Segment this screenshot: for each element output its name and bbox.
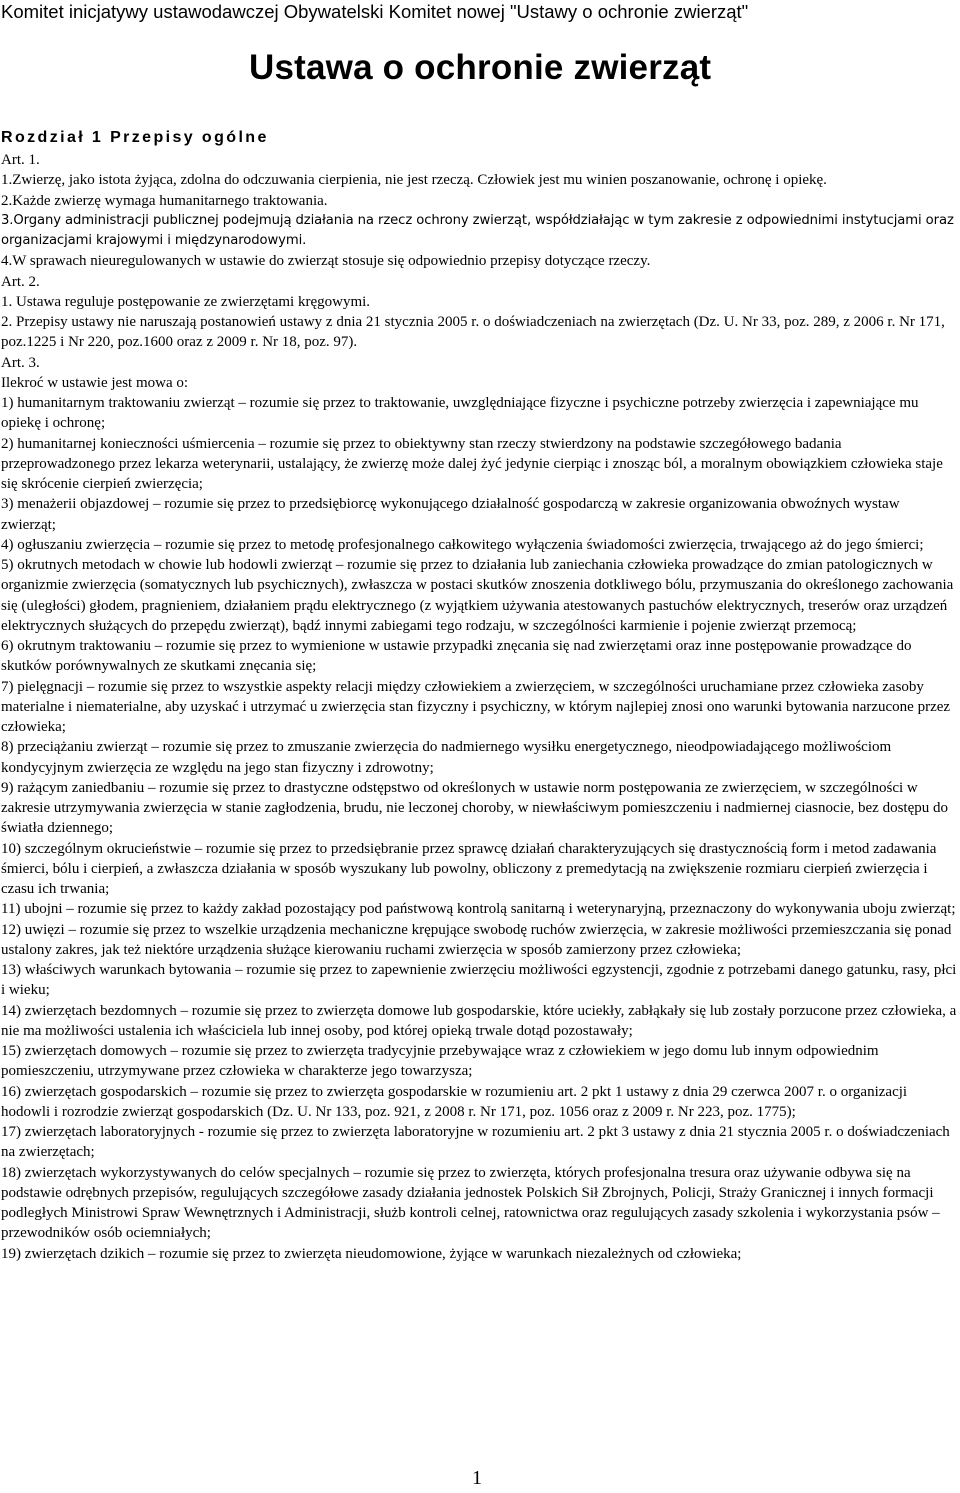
definition-item: 18) zwierzętach wykorzystywanych do celów specjalnych – rozumie się przez to zwierzęta, których profesjonalna tresura oraz używanie odbywa się na podstawie odrębnych przepisów, regulujących szczegółowe zasady działania jednostek Polskich Sił Zbrojnych, Policji, Straży Granicznej i innych formacji podległych Ministrowi Spraw Wewnętrznych i Administracji, służb kontroli celnej, ratownictwa oraz regulujących zasady szkolenia i wykorzystania psów – przewodników osób ociemniałych; xyxy=(1,1164,940,1242)
definition-item: 14) zwierzętach bezdomnych – rozumie się przez to zwierzęta domowe lub gospodarskie, które uciekły, zabłąkały się lub zostały porzucone przez człowieka, a nie ma możliwości ustalenia ich właściciela lub innej osoby, pod której opieką trwale dotąd pozostawały; xyxy=(1,1002,957,1039)
definition-item: 4) ogłuszaniu zwierzęcia – rozumie się przez to metodę profesjonalnego całkowitego wyłączenia świadomości zwierzęcia, trwającego aż do jego śmierci; xyxy=(1,536,924,553)
definition-item: 16) zwierzętach gospodarskich – rozumie się przez to zwierzęta gospodarskie w rozumieniu art. 2 pkt 1 ustawy z dnia 29 czerwca 2007 r. o organizacji hodowli i rozrodzie zwierząt gospodarskich (Dz. U. Nr 133, poz. 921, z 2008 r. Nr 171, poz. 1056 oraz z 2009 r. Nr 223, poz. 1775); xyxy=(1,1083,908,1120)
chapter-heading: Rozdział 1 Przepisy ogólne xyxy=(1,129,269,146)
document-title: Ustawa o ochronie zwierząt xyxy=(249,48,712,87)
document-body xyxy=(1,150,957,1264)
definition-item: 7) pielęgnacji – rozumie się przez to wszystkie aspekty relacji między człowiekiem a zwierzęciem, w szczególności uruchamiane przez człowieka zasoby materialne i niematerialne, aby uzyskać i utrzymać u zwierzęcia stan fizyczny i psychiczny, w którym najlepiej znosi ono warunki bytowania narzucone przez człowieka; xyxy=(1,678,951,735)
paragraph: 1.Zwierzę, jako istota żyjąca, zdolna do odczuwania cierpienia, nie jest rzeczą. Człowiek jest mu winien poszanowanie, ochronę i opiekę. xyxy=(1,172,827,189)
definition-item: 2) humanitarnej konieczności uśmiercenia – rozumie się przez to obiektywny stan rzeczy stwierdzony na podstawie szczegółowego badania przeprowadzonego przez lekarza weterynarii, ustalający, że zwierzę może dalej żyć jedynie cierpiąc i znosząc ból, a moralnym obowiązkiem człowieka staje się skrócenie cierpień zwierzęcia; xyxy=(1,435,943,492)
article-heading: Art. 3. xyxy=(1,354,40,371)
definition-item: 9) rażącym zaniedbaniu – rozumie się przez to drastyczne odstępstwo od określonych w ustawie norm postępowania ze zwierzęciem, w szczególności w zakresie utrzymywania zwierzęcia w stanie zagłodzenia, brudu, nie leczonej choroby, w niewłaściwym pomieszczeniu i nadmiernej ciasnocie, bez dostępu do światła dziennego; xyxy=(1,779,948,837)
article-heading: Art. 2. xyxy=(1,273,40,290)
definitions-intro: Ilekroć w ustawie jest mowa o: xyxy=(1,374,189,391)
definition-item: 15) zwierzętach domowych – rozumie się przez to zwierzęta tradycyjnie przebywające wraz z człowiekiem w jego domu lub innym odpowiednim pomieszczeniu, utrzymywane przez człowieka w charakterze jego towarzysza; xyxy=(1,1043,879,1080)
definition-item: 12) uwięzi – rozumie się przez to wszelkie urządzenia mechaniczne krępujące swobodę ruchów zwierzęcia, w zakresie możliwości przemieszczania się ponad ustalony zakres, jak też niektóre urządzenia służące kierowaniu ruchami zwierzęcia w sposób zamierzony przez człowieka; xyxy=(1,921,952,958)
definition-item: 8) przeciążaniu zwierząt – rozumie się przez to zmuszanie zwierzęcia do nadmiernego wysiłku energetycznego, nieodpowiadającego możliwościom kondycyjnym zwierzęcia ze względu na jego stan fizyczny i zdrowotny; xyxy=(1,739,892,776)
paragraph: 4.W sprawach nieuregulowanych w ustawie do zwierząt stosuje się odpowiednio przepisy dotyczące rzeczy. xyxy=(1,253,651,270)
paragraph: 2.Każde zwierzę wymaga humanitarnego traktowania. xyxy=(1,192,328,209)
page-number: 1 xyxy=(472,1467,482,1489)
definition-item: 13) właściwych warunkach bytowania – rozumie się przez to zapewnienie zwierzęciu możliwości egzystencji, zgodnie z potrzebami danego gatunku, rasy, płci i wieku; xyxy=(1,962,957,999)
paragraph: 3.Organy administracji publicznej podejmują działania na rzecz ochrony zwierząt, współdziałając w tym zakresie z odpowiednimi instytucjami oraz organizacjami krajowymi i międzynarodowymi. xyxy=(1,212,954,248)
definition-item: 1) humanitarnym traktowaniu zwierząt – rozumie się przez to traktowanie, uwzględniające fizyczne i psychiczne potrzeby zwierzęcia i zapewniające mu opiekę i ochronę; xyxy=(1,395,919,432)
paragraph: 1. Ustawa reguluje postępowanie ze zwierzętami kręgowymi. xyxy=(1,293,371,310)
definition-item: 17) zwierzętach laboratoryjnych - rozumie się przez to zwierzęta laboratoryjne w rozumieniu art. 2 pkt 3 ustawy z dnia 21 stycznia 2005 r. o doświadczeniach na zwierzętach; xyxy=(1,1124,950,1161)
paragraph: 2. Przepisy ustawy nie naruszają postanowień ustawy z dnia 21 stycznia 2005 r. o doświadczeniach na zwierzętach (Dz. U. Nr 33, poz. 289, z 2006 r. Nr 171, poz.1225 i Nr 220, poz.1600 oraz z 2009 r. Nr 18, poz. 97). xyxy=(1,314,945,351)
definition-item: 5) okrutnych metodach w chowie lub hodowli zwierząt – rozumie się przez to działania lub zaniechania człowieka prowadzące do zmian patologicznych w organizmie zwierzęcia (somatycznych lub psychicznych), zwłaszcza w postaci skutków znoszenia dotkliwego bólu, przymuszania do określonego zachowania się (uległości) głodem, pragnieniem, działaniem prądu elektrycznego (z wyjątkiem używania atestowanych pastuchów elektrycznych, treserów oraz urządzeń elektrycznych służących do przepędu zwierząt), bądź innymi zabiegami tego rodzaju, w szczególności karmienie i pojenie zwierząt przemocą; xyxy=(1,557,954,634)
article-heading: Art. 1. xyxy=(1,152,40,168)
definition-item: 19) zwierzętach dzikich – rozumie się przez to zwierzęta nieudomowione, żyjące w warunkach niezależnych od człowieka; xyxy=(1,1245,742,1262)
definition-item: 6) okrutnym traktowaniu – rozumie się przez to wymienione w ustawie przypadki znęcania się nad zwierzętami oraz inne postępowanie prowadzące do skutków porównywalnych ze skutkami znęcania się; xyxy=(1,638,912,675)
definition-item: 10) szczególnym okrucieństwie – rozumie się przez to przedsiębranie przez sprawcę działań charakteryzujących się drastycznością form i metod zadawania śmierci, bólu i cierpień, a zwłaszcza działania w sposób wyszukany lub powolny, obliczony z premedytacją na zwiększenie rozmiaru cierpień zwierzęcia i czasu ich trwania; xyxy=(1,840,937,897)
definition-item: 3) menażerii objazdowej – rozumie się przez to przedsiębiorcę wykonującego działalność gospodarczą w zakresie organizowania obwoźnych wystaw zwierząt; xyxy=(1,496,900,533)
committee-header: Komitet inicjatywy ustawodawczej Obywatelski Komitet nowej "Ustawy o ochronie zwierząt" xyxy=(1,1,749,22)
definition-item: 11) ubojni – rozumie się przez to każdy zakład pozostający pod państwową kontrolą sanitarną i weterynaryjną, przeznaczony do wykonywania uboju zwierząt; xyxy=(1,901,956,918)
